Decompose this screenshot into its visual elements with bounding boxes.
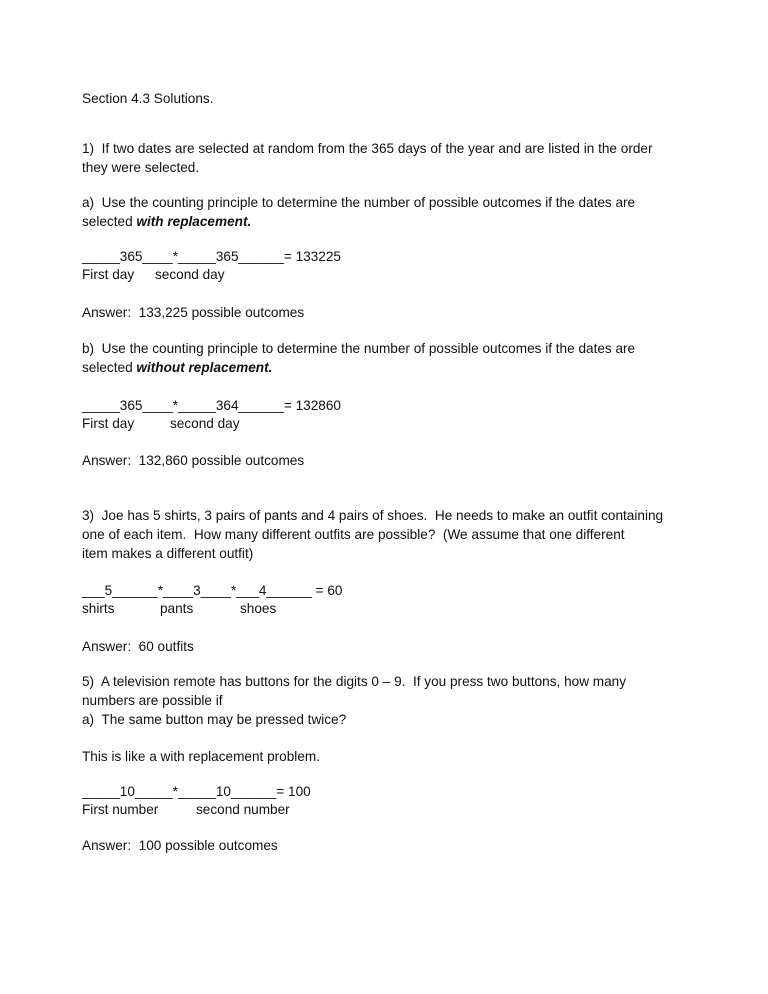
q1b-calculation xyxy=(82,397,341,414)
q1b-answer: Answer: 132,860 possible outcomes xyxy=(82,453,305,468)
q1b-label-first-day: First day xyxy=(82,416,135,431)
q1a-blank-second-day: _____365______ xyxy=(178,249,284,264)
q1-prompt-line-2: they were selected. xyxy=(82,160,200,175)
q5-result: = 100 xyxy=(276,784,311,799)
document-title: Section 4.3 Solutions. xyxy=(82,91,214,106)
q5-note: This is like a with replacement problem. xyxy=(82,749,320,764)
q5-blank-second-number: _____10______ xyxy=(178,784,277,799)
q1a-answer: Answer: 133,225 possible outcomes xyxy=(82,305,305,320)
q3-result: = 60 xyxy=(311,583,343,598)
q5-label-first-number: First number xyxy=(82,802,159,817)
q3-answer: Answer: 60 outfits xyxy=(82,639,194,654)
q1-prompt-line-1: 1) If two dates are selected at random from the 365 days of the year and are listed in the order xyxy=(82,141,653,156)
q3-multiply-sign-2: * xyxy=(230,583,237,598)
q1a-label-second-day: second day xyxy=(155,267,225,282)
q3-prompt-line-2: one of each item. How many different outfits are possible? (We assume that one different xyxy=(82,527,625,542)
q1a-emphasis: with replacement. xyxy=(136,214,252,229)
q1a-prompt-line-2 xyxy=(82,213,251,230)
q5-multiply-sign: * xyxy=(172,784,179,799)
q1b-blank-first-day: _____365____ xyxy=(82,398,173,413)
q3-blank-shoes: ___4______ xyxy=(236,583,312,598)
q1a-result: = 133225 xyxy=(283,249,341,264)
q1a-label-first-day: First day xyxy=(82,267,135,282)
q1b-multiply-sign: * xyxy=(172,398,179,413)
q1a-blank-first-day: _____365____ xyxy=(82,249,173,264)
q3-calculation xyxy=(82,582,342,599)
q5-answer: Answer: 100 possible outcomes xyxy=(82,838,278,853)
q3-label-shoes: shoes xyxy=(240,601,277,616)
q1a-prompt-prefix: selected xyxy=(82,214,137,229)
q3-blank-shirts: ___5______ xyxy=(82,583,158,598)
q1b-prompt-line-2 xyxy=(82,359,272,376)
q1a-multiply-sign: * xyxy=(172,249,179,264)
q1b-label-second-day: second day xyxy=(170,416,240,431)
q1a-prompt-line-1: a) Use the counting principle to determine the number of possible outcomes if the dates are xyxy=(82,195,636,210)
q5a-prompt: a) The same button may be pressed twice? xyxy=(82,712,347,727)
q3-blank-pants: ____3____ xyxy=(162,583,231,598)
q3-label-shirts: shirts xyxy=(82,601,115,616)
q1a-calculation xyxy=(82,248,341,265)
q3-multiply-sign-1: * xyxy=(157,583,163,598)
q3-prompt-line-3: item makes a different outfit) xyxy=(82,546,254,561)
q1b-prompt-line-1: b) Use the counting principle to determine the number of possible outcomes if the dates are xyxy=(82,341,636,356)
q1b-blank-second-day: _____364______ xyxy=(178,398,284,413)
q5-blank-first-number: _____10_____ xyxy=(82,784,173,799)
q5-prompt-line-2: numbers are possible if xyxy=(82,693,223,708)
q5-calculation xyxy=(82,783,311,800)
q3-label-pants: pants xyxy=(160,601,194,616)
q1b-prompt-prefix: selected xyxy=(82,360,137,375)
q1b-result: = 132860 xyxy=(283,398,341,413)
q5-prompt-line-1: 5) A television remote has buttons for the digits 0 – 9. If you press two buttons, how many xyxy=(82,674,627,689)
q3-prompt-line-1: 3) Joe has 5 shirts, 3 pairs of pants and 4 pairs of shoes. He needs to make an outfit containing xyxy=(82,508,664,523)
q1b-emphasis: without replacement. xyxy=(136,360,273,375)
q5-label-second-number: second number xyxy=(196,802,290,817)
